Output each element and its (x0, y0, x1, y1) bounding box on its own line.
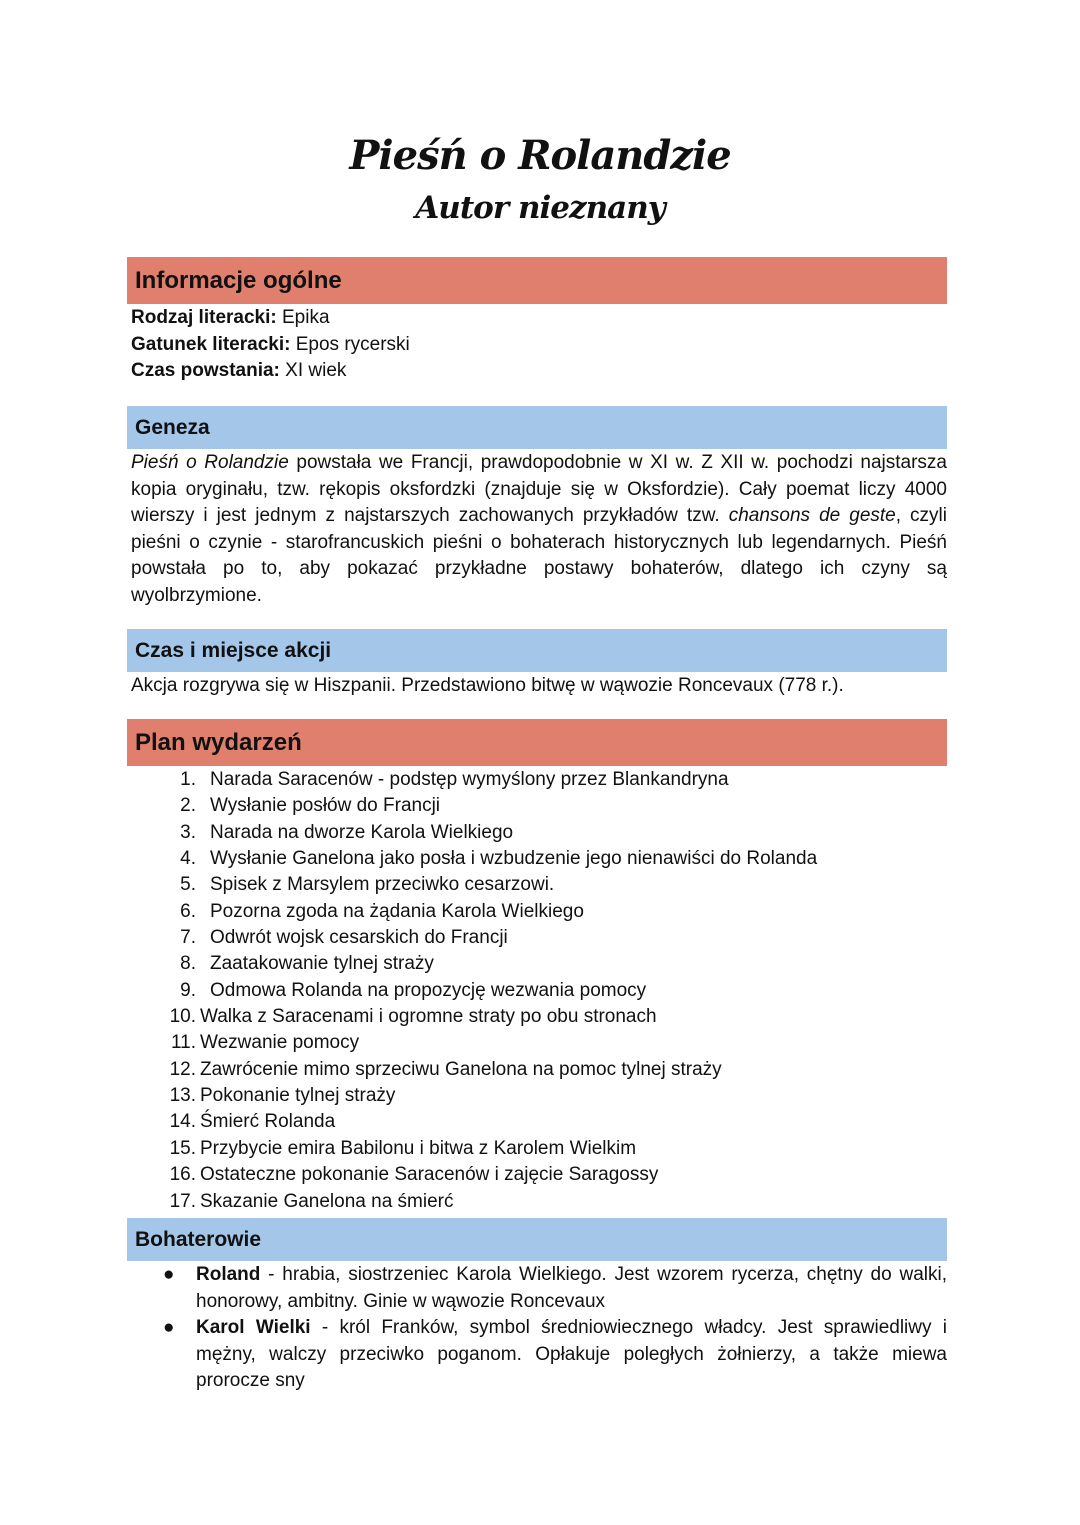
info-label: Rodzaj literacki: (131, 307, 277, 328)
section-header-geneza: Geneza (127, 406, 947, 449)
section-bohaterowie (127, 1218, 947, 1395)
list-item-number: 11. (170, 1032, 196, 1054)
list-item-number: 17. (169, 1190, 196, 1212)
info-value: XI wiek (279, 360, 347, 381)
info-rows (127, 304, 947, 385)
list-item (127, 1189, 947, 1215)
hero-name: Karol Wielki (196, 1317, 311, 1338)
geneza-text-1: powstała we Francji, prawdopodobnie w XI w. Z XII w. pochodzi najstarsza kopia oryginału, tzw. rękopis oksfordzki (znajduje się w Oksfordzie). Cały poemat liczy 4000 wierszy i jest jednym z najstarszych zachowanych przykładów tzw. (131, 452, 947, 526)
list-item (127, 793, 947, 819)
list-item (127, 820, 947, 846)
list-item-text: Ostateczne pokonanie Saracenów i zajęcie Saragossy (200, 1164, 659, 1186)
geneza-paragraph (127, 449, 947, 609)
geneza-italic-term: chansons de geste (728, 505, 896, 526)
list-item (127, 872, 947, 898)
list-item-text: Wezwanie pomocy (200, 1032, 360, 1054)
list-item (127, 767, 947, 793)
section-plan (127, 719, 947, 1215)
hero-text: - hrabia, siostrzeniec Karola Wielkiego. Jest wzorem rycerza, chętny do walki, honorowy, ambitny. Ginie w wąwozie Roncevaux (196, 1264, 947, 1312)
list-item-text: Wysłanie Ganelona jako posła i wzbudzenie jego nienawiści do Rolanda (210, 848, 818, 870)
list-item (127, 978, 947, 1004)
info-row-time (131, 358, 947, 385)
title-block (0, 128, 1080, 232)
list-item-number: 3. (180, 821, 196, 843)
page-title: Pieśń o Rolandzie (349, 132, 731, 179)
list-item (127, 1030, 947, 1056)
list-item-text: Walka z Saracenami i ogromne straty po obu stronach (200, 1006, 657, 1028)
list-item (127, 1057, 947, 1083)
list-item-number: 2. (180, 795, 196, 817)
list-item-number: 5. (180, 874, 196, 896)
list-item-number: 9. (180, 979, 196, 1001)
list-item-number: 1. (180, 769, 196, 790)
list-item-number: 12. (169, 1058, 196, 1080)
list-item (127, 1262, 947, 1315)
list-item-number: 13. (169, 1085, 196, 1107)
list-item (127, 846, 947, 872)
geneza-italic-title: Pieśń o Rolandzie (131, 452, 289, 473)
list-item-number: 15. (169, 1137, 196, 1159)
list-item-number: 10. (169, 1006, 196, 1028)
bullet-icon: ● (163, 1264, 175, 1285)
page-subtitle: Autor nieznany (415, 190, 665, 226)
info-label: Gatunek literacki: (131, 333, 291, 355)
czas-text: Akcja rozgrywa się w Hiszpanii. Przedstawiono bitwę w wąwozie Roncevaux (778 r.). (131, 675, 844, 696)
list-item (127, 1004, 947, 1030)
hero-description (196, 1315, 947, 1395)
geneza-text-2: , czyli pieśni o czynie - starofrancuskich pieśni o bohaterach historycznych lub legendarnych. Pieśń powstała po to, aby pokazać przykładne postawy bohaterów, dlatego ich czyny są wyolbrzymione. (131, 505, 947, 606)
hero-text: - król Franków, symbol średniowiecznego władcy. Jest sprawiedliwy i mężny, walczy przeciwko poganom. Opłakuje poległych żołnierzy, a także miewa prorocze sny (196, 1317, 947, 1391)
list-item (127, 1162, 947, 1188)
hero-name: Roland (196, 1264, 261, 1285)
list-item-text: Odmowa Rolanda na propozycję wezwania pomocy (210, 979, 647, 1001)
list-item-text: Narada Saracenów - podstęp wymyślony przez Blankandryna (210, 769, 729, 790)
list-item (127, 899, 947, 925)
plan-list (127, 766, 947, 1215)
list-item-text: Spisek z Marsylem przeciwko cesarzowi. (210, 874, 555, 896)
info-row-genre (131, 305, 947, 332)
info-value: Epos rycerski (290, 333, 410, 355)
list-item (127, 951, 947, 977)
section-header-bohaterowie: Bohaterowie (127, 1218, 947, 1261)
list-item-text: Przybycie emira Babilonu i bitwa z Karolem Wielkim (200, 1137, 637, 1159)
bullet-icon: ● (163, 1317, 175, 1338)
list-item (127, 1136, 947, 1162)
info-value: Epika (276, 307, 330, 328)
list-item-text: Skazanie Ganelona na śmierć (200, 1190, 454, 1212)
list-item-text: Zawrócenie mimo sprzeciwu Ganelona na pomoc tylnej straży (200, 1058, 722, 1080)
section-header-info: Informacje ogólne (127, 257, 947, 304)
section-czas (127, 629, 947, 700)
list-item-number: 14. (169, 1111, 196, 1133)
list-item-number: 16. (169, 1164, 196, 1186)
list-item-text: Śmierć Rolanda (200, 1111, 336, 1133)
section-header-plan: Plan wydarzeń (127, 719, 947, 766)
list-item (127, 925, 947, 951)
list-item-text: Odwrót wojsk cesarskich do Francji (210, 927, 508, 949)
hero-description (196, 1262, 947, 1315)
list-item-text: Wysłanie posłów do Francji (210, 795, 441, 817)
list-item-text: Zaatakowanie tylnej straży (210, 953, 434, 975)
info-row-type (131, 332, 947, 359)
list-item-number: 7. (180, 927, 196, 949)
list-item-text: Pozorna zgoda na żądania Karola Wielkiego (210, 900, 584, 922)
section-header-czas: Czas i miejsce akcji (127, 629, 947, 672)
section-info (127, 257, 947, 385)
list-item-text: Narada na dworze Karola Wielkiego (210, 821, 514, 843)
list-item-number: 8. (180, 953, 196, 975)
list-item-number: 6. (180, 900, 196, 922)
heroes-list (127, 1261, 947, 1395)
list-item (127, 1083, 947, 1109)
section-geneza (127, 406, 947, 609)
list-item (127, 1109, 947, 1135)
list-item-number: 4. (180, 848, 196, 870)
list-item (127, 1315, 947, 1395)
list-item-text: Pokonanie tylnej straży (200, 1085, 396, 1107)
info-label: Czas powstania: (131, 360, 280, 381)
